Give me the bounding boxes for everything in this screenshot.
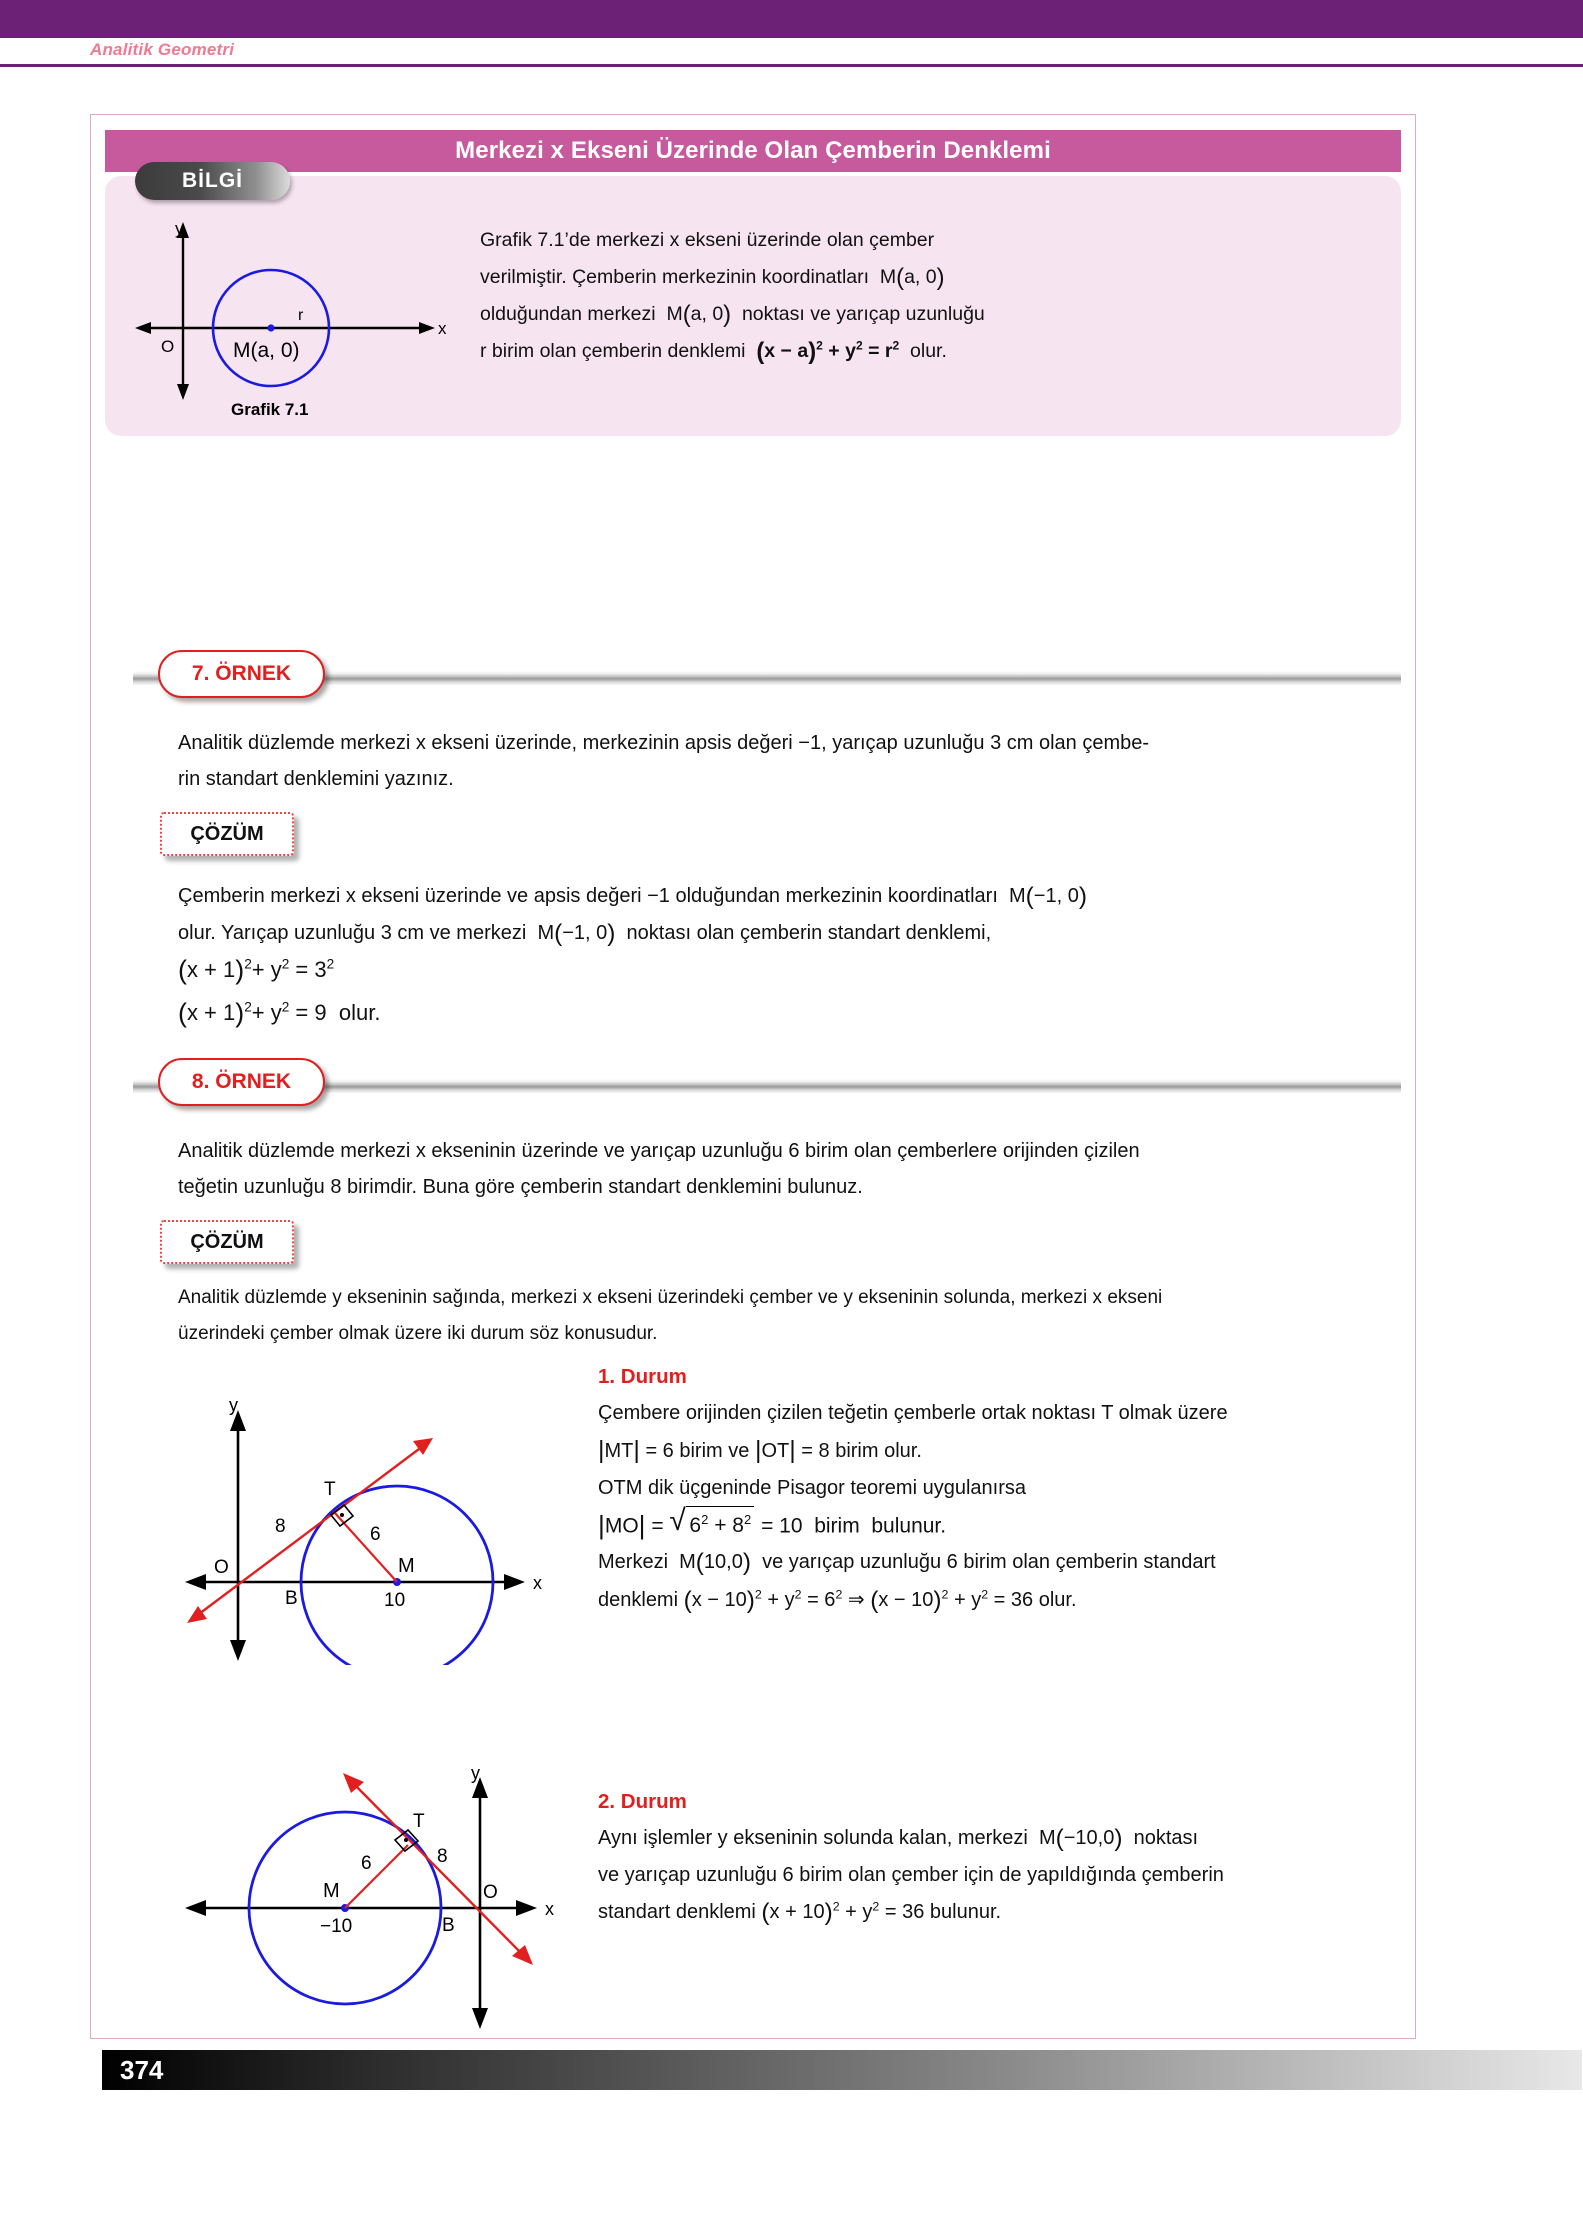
svg-text:6: 6	[361, 1853, 372, 1874]
durum-1-line-1: Çembere orijinden çizilen teğetin çemberle ortak noktası T olmak üzere	[598, 1402, 1228, 1424]
header-rule	[0, 64, 1583, 67]
durum-2-line-1: Aynı işlemler y ekseninin solunda kalan, merkezi M(−10,0) noktası	[598, 1825, 1199, 1852]
svg-text:y: y	[471, 1763, 480, 1783]
svg-text:M: M	[398, 1555, 415, 1577]
footer-gradient-bar	[102, 2050, 1582, 2090]
durum-1-text	[598, 1395, 1408, 1619]
bilgi-line-2a: verilmiştir. Çemberin merkezinin koordinatları	[480, 266, 870, 289]
ornek-8-banner	[133, 1063, 1401, 1113]
running-head: Analitik Geometri	[90, 40, 235, 59]
svg-text:T: T	[324, 1479, 336, 1500]
durum-1-line-3: OTM dik üçgeninde Pisagor teoremi uygulanırsa	[598, 1476, 1026, 1499]
ornek-8-pill: 8. ÖRNEK	[158, 1058, 325, 1106]
bilgi-line-4a: r birim olan çemberin denklemi	[480, 340, 746, 363]
svg-text:O: O	[483, 1882, 498, 1903]
svg-text:8: 8	[437, 1846, 448, 1867]
durum-2-title: 2. Durum	[598, 1790, 687, 1813]
ornek-8-question-line-1: Analitik düzlemde merkezi x ekseninin üzerinde ve yarıçap uzunluğu 6 birim olan çemberlere orijinden çizilen	[178, 1140, 1140, 1162]
svg-text:B: B	[285, 1588, 298, 1609]
bilgi-body-text	[480, 222, 1360, 370]
svg-text:T: T	[413, 1811, 425, 1832]
ornek-7-equation-2: $(x + 1)^2+ y^2 = 9$ olur.	[178, 998, 381, 1029]
durum-2-line-3: standart denklemi $(x + 10)^2 + y^2 = 36$ bulunur.	[598, 1899, 1002, 1927]
durum-2-line-2: ve yarıçap uzunluğu 6 birim olan çember için de yapıldığında çemberin	[598, 1864, 1224, 1887]
svg-text:−10: −10	[320, 1916, 353, 1937]
svg-text:10: 10	[384, 1590, 406, 1611]
ornek-7-sol-line-2b: M(−1, 0)	[531, 919, 616, 947]
svg-text:6: 6	[370, 1524, 381, 1545]
page-title: Merkezi x Ekseni Üzerinde Olan Çemberin Denklemi	[455, 137, 1051, 164]
ornek-8-solution-intro	[178, 1280, 1408, 1352]
bilgi-formula: $(x - a)^2 + y^2 = r^2$	[756, 338, 900, 366]
durum-1-title: 1. Durum	[598, 1365, 687, 1388]
page-number: 374	[120, 2055, 164, 2085]
bilgi-line-4b: olur.	[910, 340, 947, 363]
bilgi-info-box	[105, 169, 1401, 436]
svg-text:x: x	[438, 319, 447, 338]
ornek-7-question	[178, 725, 1398, 797]
durum-2-text	[598, 1820, 1408, 1931]
svg-text:y: y	[175, 219, 184, 238]
svg-text:x: x	[533, 1573, 542, 1593]
svg-text:O: O	[161, 337, 175, 356]
ornek-7-solution	[178, 878, 1408, 952]
ornek-8-sol-line-1: Analitik düzlemde y ekseninin sağında, merkezi x ekseni üzerindeki çember ve y ekseninin solunda, merkezi x ekseni	[178, 1287, 1163, 1308]
grafik-7-1-diagram	[123, 212, 453, 427]
ornek-8-question-line-2: teğetin uzunluğu 8 birimdir. Buna göre çemberin standart denklemini bulunuz.	[178, 1176, 863, 1198]
svg-text:x: x	[545, 1899, 554, 1919]
ornek-8-question	[178, 1133, 1403, 1205]
svg-text:y: y	[229, 1395, 238, 1415]
cozum-pill-8: ÇÖZÜM	[160, 1220, 294, 1264]
ornek-7-question-line-2: rin standart denklemini yazınız.	[178, 768, 454, 790]
cozum-pill-7: ÇÖZÜM	[160, 812, 294, 856]
durum-1-line-2: |MT| = 6 birim ve |OT| = 8 birim olur.	[598, 1436, 922, 1464]
ornek-7-pill: 7. ÖRNEK	[158, 650, 325, 698]
bilgi-line-3c: noktası ve yarıçap uzunluğu	[741, 303, 985, 326]
durum-1-line-4: |MO| = √ $6^2 + 8^2 = 10$ birim bulunur.	[598, 1507, 1408, 1545]
ornek-7-question-line-1: Analitik düzlemde merkezi x ekseni üzerinde, merkezinin apsis değeri −1, yarıçap uzunluğu 3 cm olan çembe-	[178, 732, 1150, 754]
svg-text:8: 8	[275, 1516, 286, 1537]
top-purple-band	[0, 0, 1583, 38]
bilgi-tab-label: BİLGİ	[135, 162, 290, 200]
durum-1-line-5: Merkezi M(10,0) ve yarıçap uzunluğu 6 birim olan çemberin standart	[598, 1549, 1216, 1577]
bilgi-line-2b: M(a, 0)	[874, 264, 945, 291]
svg-text:M(a, 0): M(a, 0)	[233, 339, 300, 362]
ornek-7-equation-1: $(x + 1)^2+ y^2 = 3^2$	[178, 955, 335, 986]
bilgi-line-3a: olduğundan merkezi	[480, 303, 656, 326]
durum-1-diagram	[165, 1355, 565, 1670]
ornek-7-sol-line-2a: olur. Yarıçap uzunluğu 3 cm ve merkezi	[178, 921, 527, 944]
svg-text:M: M	[323, 1880, 340, 1902]
bilgi-line-3b: M(a, 0)	[661, 301, 732, 329]
svg-text:Grafik 7.1: Grafik 7.1	[231, 400, 309, 419]
ornek-7-sol-line-1b: M(−1, 0)	[1003, 882, 1087, 910]
svg-text:r: r	[298, 307, 304, 324]
svg-text:B: B	[442, 1915, 455, 1936]
ornek-7-banner	[133, 655, 1401, 705]
durum-1-line-6: denklemi $(x - 10)^2 + y^2 = 6^2$ ⇒ $(x - 10)^2 + y^2 = 36$ olur.	[598, 1586, 1077, 1614]
svg-text:O: O	[214, 1557, 229, 1578]
ornek-8-sol-line-2: üzerindeki çember olmak üzere iki durum söz konusudur.	[178, 1323, 658, 1344]
ornek-7-sol-line-1a: Çemberin merkezi x ekseni üzerinde ve apsis değeri −1 olduğundan merkezinin koordinatları	[178, 885, 998, 907]
bilgi-line-1: Grafik 7.1’de merkezi x ekseni üzerinde olan çember	[480, 229, 935, 251]
durum-2-diagram	[165, 1735, 565, 2050]
section-title-bar	[105, 130, 1401, 172]
ornek-7-sol-line-2c: noktası olan çemberin standart denklemi,	[626, 921, 992, 944]
